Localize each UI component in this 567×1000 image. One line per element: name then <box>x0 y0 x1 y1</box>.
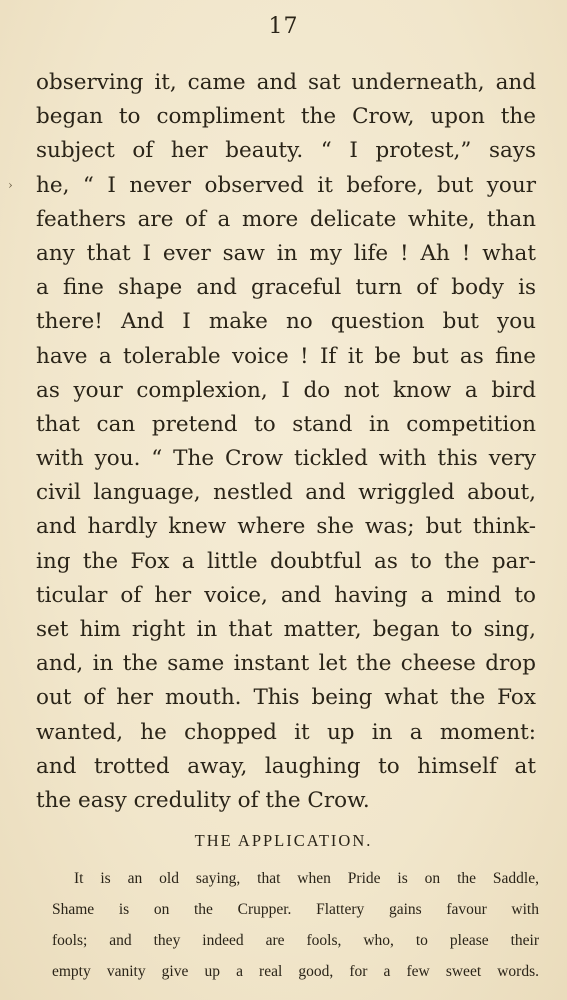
text-line: ing the Fox a little doubtful as to the par- <box>36 548 536 574</box>
text-line: observing it, came and sat underneath, and <box>36 70 536 95</box>
text-line: out of her mouth. This being what the Fox <box>36 685 536 711</box>
page-number: 17 <box>268 14 299 39</box>
application-line: empty vanity give up a real good, for a few sweet words. <box>52 963 539 980</box>
text-line: he, “ I never observed it before, but your <box>36 172 536 198</box>
text-line: there! And I make no question but you <box>36 309 536 335</box>
text-line: civil language, nestled and wriggled about, <box>36 480 536 506</box>
application-line: fools; and they indeed are fools, who, to please their <box>52 932 539 949</box>
fable-body-text <box>36 66 536 818</box>
text-line: as your complexion, I do not know a bird <box>36 377 536 403</box>
text-line: any that I ever saw in my life ! Ah ! what <box>36 240 536 266</box>
text-line: and, in the same instant let the cheese drop <box>36 651 536 677</box>
text-line: and trotted away, laughing to himself at <box>36 753 536 779</box>
application-line: It is an old saying, that when Pride is on the Saddle, <box>74 870 539 887</box>
text-line: with you. “ The Crow tickled with this very <box>36 446 536 472</box>
text-line: and hardly knew where she was; but think- <box>36 514 536 540</box>
application-line: Shame is on the Crupper. Flattery gains favour with <box>52 901 539 918</box>
text-line: began to compliment the Crow, upon the <box>36 104 536 130</box>
text-line: subject of her beauty. “ I protest,” says <box>36 138 536 164</box>
text-line: that can pretend to stand in competition <box>36 411 536 437</box>
text-line: set him right in that matter, began to sing, <box>36 617 536 642</box>
text-line: ticular of her voice, and having a mind to <box>36 582 536 608</box>
text-line: feathers are of a more delicate white, than <box>36 206 536 232</box>
text-line: the easy credulity of the Crow. <box>36 787 370 813</box>
text-line: have a tolerable voice ! If it be but as fine <box>36 343 536 369</box>
margin-mark: › <box>8 178 13 192</box>
text-line: a fine shape and graceful turn of body is <box>36 275 536 301</box>
text-line: wanted, he chopped it up in a moment: <box>36 719 536 745</box>
application-heading: THE APPLICATION. <box>194 831 373 850</box>
application-text <box>52 863 539 987</box>
